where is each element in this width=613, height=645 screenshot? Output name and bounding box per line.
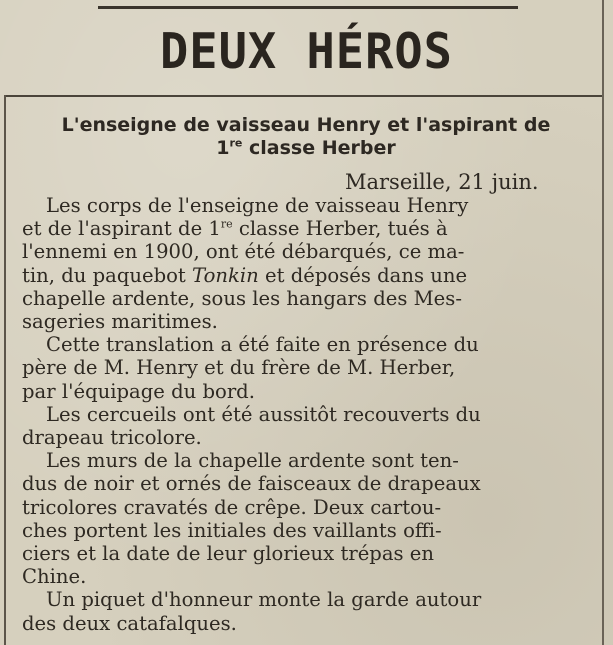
text-line: Les cercueils ont été aussitôt recouverts du [46, 402, 481, 426]
text-line: Les murs de la chapelle ardente sont ten- [46, 449, 459, 473]
subtitle-line-2-sup: re [229, 136, 243, 150]
article-title: DEUX HÉROS [160, 22, 453, 81]
text-line: drapeau tricolore. [22, 426, 202, 450]
text-line: l'ennemi en 1900, ont été débarqués, ce ma- [22, 240, 465, 264]
text-line: sageries maritimes. [22, 310, 218, 334]
article-body [22, 194, 597, 635]
text-fragment: et de l'aspirant de 1 [22, 217, 221, 241]
column-border-right [602, 0, 604, 645]
text-line: Cette translation a été faite en présence du [46, 333, 479, 357]
text-fragment: et déposés dans une [258, 263, 468, 287]
ordinal-sup: re [220, 217, 233, 231]
paragraph-3 [22, 403, 597, 449]
text-line: Les corps de l'enseigne de vaisseau Henry [46, 194, 469, 217]
text-line: des deux catafalques. [22, 611, 237, 635]
text-line: par l'équipage du bord. [22, 379, 255, 403]
paragraph-2 [22, 333, 597, 403]
text-line: père de M. Henry et du frère de M. Herber, [22, 356, 456, 380]
text-fragment: tin, du paquebot [22, 263, 193, 287]
text-line: Chine. [22, 565, 87, 589]
subtitle-line-2-text: classe Herber [242, 137, 396, 159]
subtitle-line-2 [16, 137, 596, 160]
article-subtitle [16, 114, 596, 160]
text-line: dus de noir et ornés de faisceaux de drapeaux [22, 472, 481, 496]
subtitle-line-1: L'enseigne de vaisseau Henry et l'aspirant de [61, 114, 551, 136]
dateline: Marseille, 21 juin. [345, 170, 539, 194]
column-border-left [4, 95, 6, 645]
text-line: ches portent les initiales des vaillants offi- [22, 518, 442, 542]
subtitle-line-2-number: 1 [216, 137, 230, 159]
ship-name: Tonkin [192, 263, 259, 287]
text-line: Un piquet d'honneur monte la garde autour [46, 588, 482, 612]
paragraph-4 [22, 449, 597, 588]
text-line: ciers et la date de leur glorieux trépas en [22, 542, 435, 566]
text-fragment: classe Herber, tués à [232, 217, 448, 241]
title-separator-rule [6, 95, 602, 97]
text-line: tricolores cravatés de crêpe. Deux cartou- [22, 495, 442, 519]
top-rule [98, 6, 518, 9]
text-line [22, 264, 597, 287]
text-line [22, 217, 597, 240]
paragraph-1 [22, 194, 597, 333]
paragraph-5 [22, 588, 597, 634]
text-line: chapelle ardente, sous les hangars des Mes- [22, 286, 462, 310]
